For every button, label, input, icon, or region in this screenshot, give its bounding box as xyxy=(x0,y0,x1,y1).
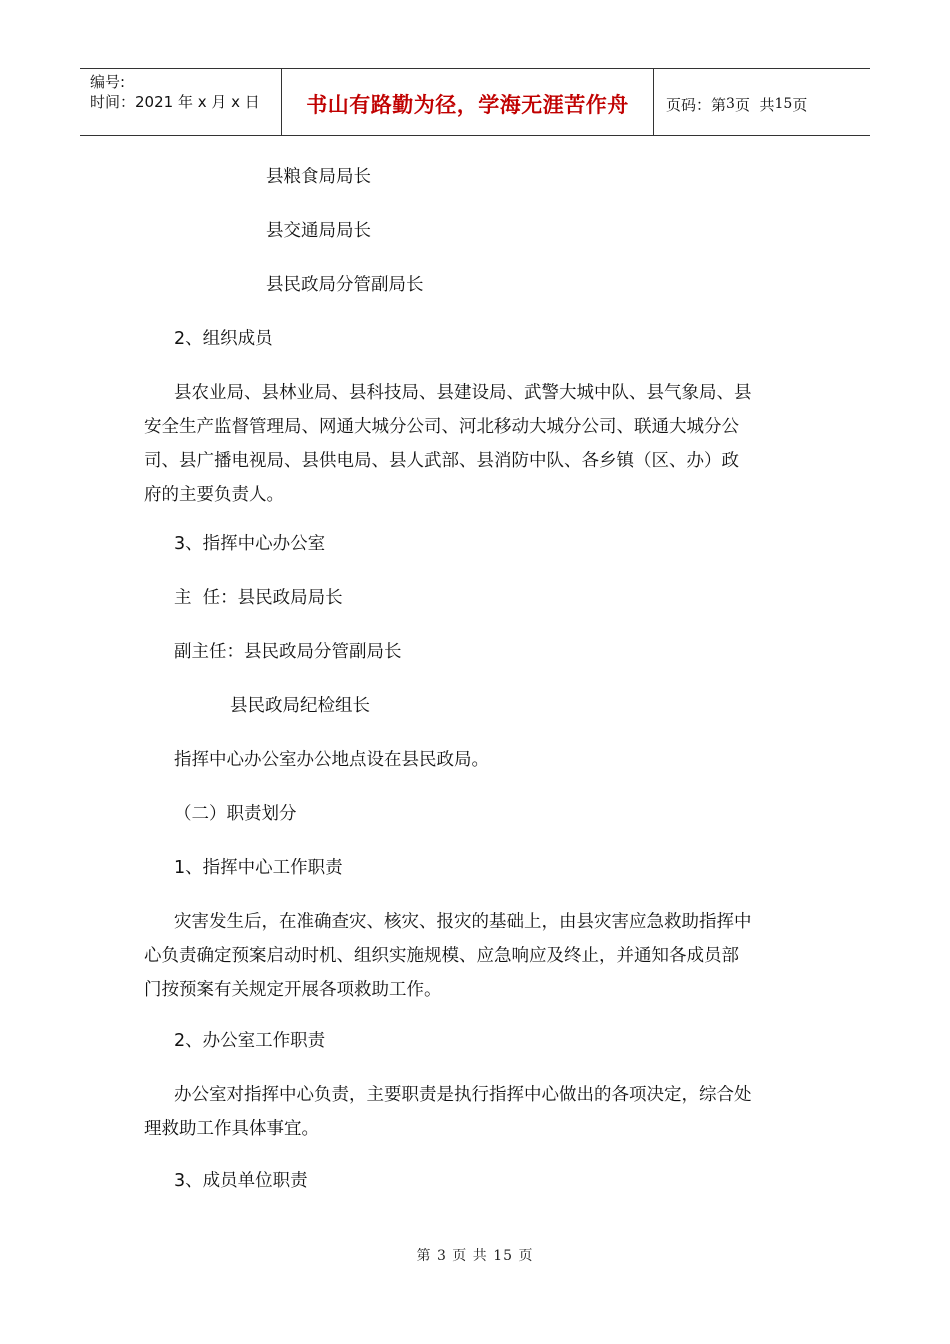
page-prefix: 页码：第 xyxy=(666,95,727,114)
page-suffix: 页 xyxy=(792,95,808,114)
page-total: 15 xyxy=(774,96,793,112)
duty-heading-command: 1、指挥中心工作职责 xyxy=(174,858,343,878)
section-heading-duties: （二）职责划分 xyxy=(174,804,297,824)
header-meta xyxy=(80,69,282,135)
leader-line-transport: 县交通局局长 xyxy=(266,221,371,241)
duty-heading-members: 3、成员单位职责 xyxy=(174,1171,308,1191)
document-header xyxy=(80,68,870,136)
paragraph-line: 司、县广播电视局、县供电局、县人武部、县消防中队、各乡镇（区、办）政 xyxy=(144,451,739,471)
paragraph-line: 办公室对指挥中心负责，主要职责是执行指挥中心做出的各项决定，综合处 xyxy=(174,1085,752,1105)
office-deputy: 副主任：县民政局分管副局长 xyxy=(174,642,402,662)
office-deputy-2: 县民政局纪检组长 xyxy=(230,696,370,716)
paragraph-line: 心负责确定预案启动时机、组织实施规模、应急响应及终止，并通知各成员部 xyxy=(144,946,739,966)
page-mid: 页 共 xyxy=(734,95,775,114)
paragraph-line: 安全生产监督管理局、网通大城分公司、河北移动大城分公司、联通大城分公 xyxy=(144,417,739,437)
paragraph-line: 门按预案有关规定开展各项救助工作。 xyxy=(144,980,442,1000)
page-number: 3 xyxy=(726,96,735,112)
paragraph-line: 府的主要负责人。 xyxy=(144,485,284,505)
page-footer: 第 3 页 共 15 页 xyxy=(416,1248,534,1264)
section-heading-members: 2、组织成员 xyxy=(174,329,273,349)
command-duty-paragraph xyxy=(144,905,816,1007)
leader-line-civil: 县民政局分管副局长 xyxy=(266,275,424,295)
paragraph-line: 灾害发生后，在准确查灾、核灾、报灾的基础上，由县灾害应急救助指挥中 xyxy=(174,912,752,932)
paragraph-line: 县农业局、县林业局、县科技局、县建设局、武警大城中队、县气象局、县 xyxy=(174,383,752,403)
number-label: 编号: xyxy=(90,73,126,91)
office-duty-paragraph xyxy=(144,1078,816,1146)
office-location: 指挥中心办公室办公地点设在县民政局。 xyxy=(174,750,489,770)
leader-line-grain: 县粮食局局长 xyxy=(266,167,371,187)
duty-heading-office: 2、办公室工作职责 xyxy=(174,1031,326,1051)
header-motto: 书山有路勤为径，学海无涯苦作舟 xyxy=(282,69,654,135)
paragraph-line: 理救助工作具体事宜。 xyxy=(144,1119,319,1139)
time-label: 时间：2021 年 x 月 x 日 xyxy=(90,93,260,111)
office-director: 主 任：县民政局局长 xyxy=(174,588,343,608)
section-heading-office: 3、指挥中心办公室 xyxy=(174,534,326,554)
header-page-info xyxy=(654,69,870,135)
members-paragraph xyxy=(144,376,816,512)
